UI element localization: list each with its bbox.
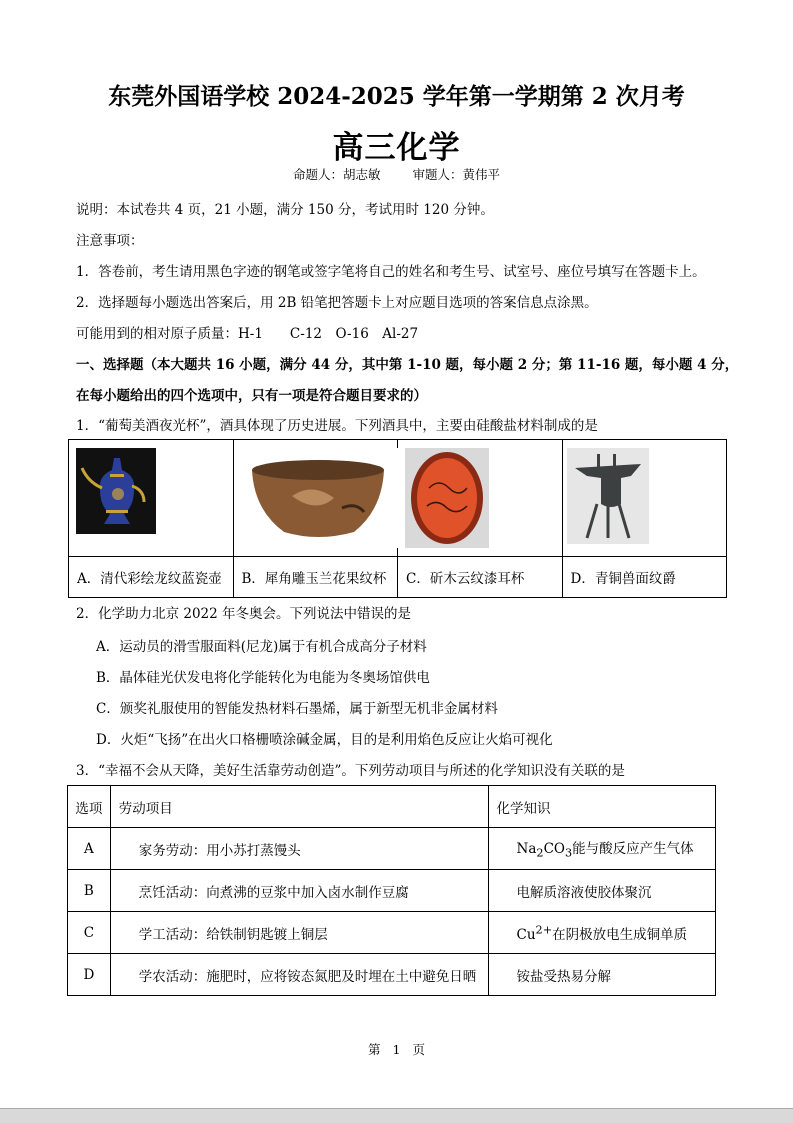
reviewer: 审题人：黄伟平 xyxy=(412,167,500,182)
option-c-label: C．斫木云纹漆耳杯 xyxy=(398,557,563,598)
formula-cu: Cu xyxy=(516,926,536,943)
lacquer-ear-cup-image xyxy=(405,448,489,548)
notice-item-1: 1．答卷前，考生请用黑色字迹的钢笔或签字笔将自己的姓名和考生号、试室号、座位号填写在答题卡上。 xyxy=(76,264,706,280)
page-footer xyxy=(0,1040,793,1058)
row-b-option: B xyxy=(68,870,111,912)
table-row xyxy=(68,828,716,870)
bronze-jue-image xyxy=(567,448,649,544)
formula-na: Na xyxy=(516,841,537,858)
row-c-knowledge xyxy=(488,912,715,954)
option-c-image-cell xyxy=(398,440,563,557)
row-c-option: C xyxy=(68,912,111,954)
header-chem-knowledge: 化学知识 xyxy=(488,786,715,828)
row-c-item: 学工活动：给铁制钥匙镀上铜层 xyxy=(110,912,488,954)
row-a-knowledge-text: 能与酸反应产生气体 xyxy=(572,841,694,858)
question-1-options-table xyxy=(68,439,727,598)
option-d-image-cell xyxy=(562,440,727,557)
rhino-horn-cup-image xyxy=(242,448,402,548)
question-2-option-c: C．颁奖礼服使用的智能发热材料石墨烯，属于新型无机非金属材料 xyxy=(96,701,498,717)
question-2-stem: 2．化学助力北京 2022 年冬奥会。下列说法中错误的是 xyxy=(76,606,412,622)
row-a-knowledge xyxy=(488,828,715,870)
question-2-option-b: B．晶体硅光伏发电将化学能转化为电能为冬奥场馆供电 xyxy=(96,670,430,686)
question-3-stem: 3．“幸福不会从天降，美好生活靠劳动创造”。下列劳动项目与所述的化学知识没有关联的是 xyxy=(76,763,625,779)
table-row xyxy=(68,912,716,954)
header-option: 选项 xyxy=(68,786,111,828)
blue-porcelain-pot-image xyxy=(76,448,156,534)
question-1-stem: 1．“葡萄美酒夜光杯”，酒具体现了历史进展。下列酒具中，主要由硅酸盐材料制成的是 xyxy=(76,418,598,434)
row-c-knowledge-text: 在阴极放电生成铜单质 xyxy=(552,926,688,943)
option-b-label: B．犀角雕玉兰花果纹杯 xyxy=(233,557,398,598)
exam-note: 说明：本试卷共 4 页，21 小题，满分 150 分，考试用时 120 分钟。 xyxy=(76,202,494,218)
page-number: 1 xyxy=(392,1042,401,1057)
subject-title: 高三化学 xyxy=(332,130,461,166)
table-header-row xyxy=(68,786,716,828)
option-a-label: A．清代彩绘龙纹蓝瓷壶 xyxy=(69,557,234,598)
bottom-scrollbar xyxy=(0,1108,793,1123)
notice-item-2: 2．选择题每小题选出答案后，用 2B 铅笔把答题卡上对应题目选项的答案信息点涂黑。 xyxy=(76,295,598,311)
row-d-item: 学农活动：施肥时，应将铵态氮肥及时埋在土中避免日晒 xyxy=(110,954,488,996)
row-d-option: D xyxy=(68,954,111,996)
section-heading-line1: 一、选择题（本大题共 16 小题，满分 44 分，其中第 1-10 题，每小题 2 分；第 11-16 题，每小题 4 分， xyxy=(76,357,739,373)
authors-line xyxy=(0,165,793,183)
row-a-item: 家务劳动：用小苏打蒸馒头 xyxy=(110,828,488,870)
row-d-knowledge: 铵盐受热易分解 xyxy=(488,954,715,996)
formula-charge: 2+ xyxy=(535,923,553,936)
notice-title: 注意事项： xyxy=(76,233,144,249)
table-row xyxy=(68,954,716,996)
formula-sub-3: 3 xyxy=(564,846,573,860)
footer-pre: 第 xyxy=(368,1042,381,1057)
footer-post: 页 xyxy=(412,1042,425,1057)
question-2-option-a: A．运动员的滑雪服面料(尼龙)属于有机合成高分子材料 xyxy=(96,639,427,655)
atomic-mass-line: 可能用到的相对原子质量：H-1 C-12 O-16 Al-27 xyxy=(76,326,419,342)
question-2-option-d: D．火炬“飞扬”在出火口格栅喷涂碱金属，目的是利用焰色反应让火焰可视化 xyxy=(96,732,553,748)
table-row xyxy=(68,870,716,912)
header-labor-item: 劳动项目 xyxy=(110,786,488,828)
row-b-item: 烹饪活动：向煮沸的豆浆中加入卤水制作豆腐 xyxy=(110,870,488,912)
row-a-option: A xyxy=(68,828,111,870)
section-heading-line2: 在每小题给出的四个选项中，只有一项是符合题目要求的） xyxy=(76,388,427,404)
formula-co: CO xyxy=(543,841,565,858)
option-b-image-cell xyxy=(233,440,398,557)
author: 命题人：胡志敏 xyxy=(292,167,381,182)
option-a-image-cell xyxy=(69,440,234,557)
row-b-knowledge: 电解质溶液使胶体聚沉 xyxy=(488,870,715,912)
question-3-table xyxy=(67,785,716,996)
exam-title: 东莞外国语学校 2024-2025 学年第一学期第 2 次月考 xyxy=(108,83,685,110)
option-d-label: D．青铜兽面纹爵 xyxy=(562,557,727,598)
formula-sub-2: 2 xyxy=(536,846,544,860)
